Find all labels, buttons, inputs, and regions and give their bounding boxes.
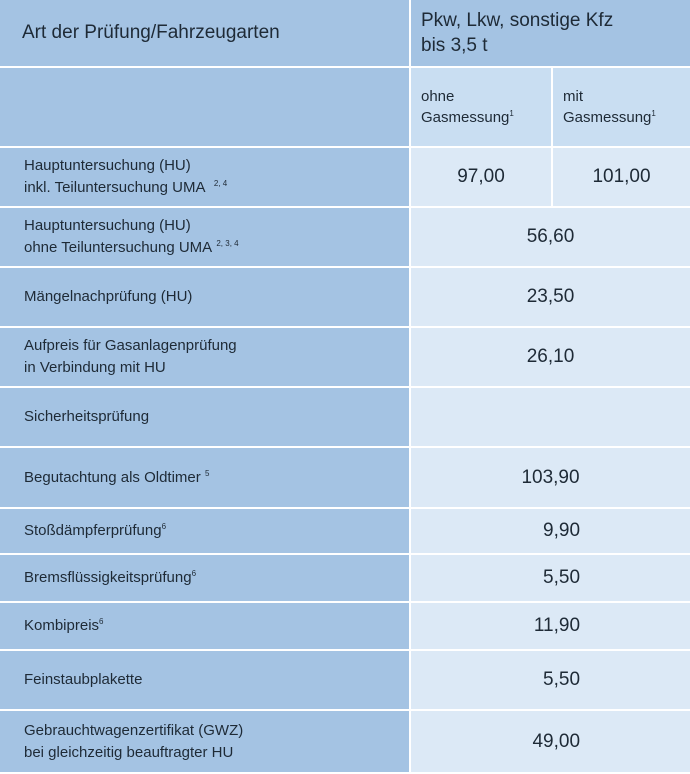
footnote-mark: 1 xyxy=(509,109,514,118)
price: 56,60 xyxy=(410,207,690,267)
row-label xyxy=(0,207,410,267)
footnote-mark: 6 xyxy=(161,522,167,531)
footnote-mark: 5 xyxy=(204,468,210,478)
header-row xyxy=(0,0,690,67)
row-label-line2: bei gleichzeitig beauftragter HU xyxy=(24,743,234,761)
table-row-gwz xyxy=(0,710,690,773)
price-with-gas: 101,00 xyxy=(552,147,690,207)
sub-header-with-gas-line2: Gasmessung xyxy=(563,109,652,126)
footnote-mark: 2, 3, 4 xyxy=(216,239,239,248)
price: 11,90 xyxy=(410,602,690,650)
table-row-hu-ohne-uma xyxy=(0,207,690,267)
row-label-line1: Sicherheitsprüfung xyxy=(24,408,150,425)
row-label-line1: Hauptuntersuchung (HU) xyxy=(24,157,191,174)
sub-header-with-gas xyxy=(552,67,690,147)
row-label-line1: Mängelnachprüfung (HU) xyxy=(24,288,193,305)
row-label-line1: Hauptuntersuchung (HU) xyxy=(24,217,191,234)
price: 103,90 xyxy=(410,447,690,508)
row-label-line1: Stoßdämpferprüfung xyxy=(24,522,162,539)
price: 26,10 xyxy=(410,327,690,387)
footnote-mark: 6 xyxy=(191,569,197,578)
row-label-line1: Gebrauchtwagenzertifikat (GWZ) xyxy=(24,721,244,739)
sub-header-empty xyxy=(0,67,410,147)
row-label xyxy=(0,650,410,710)
row-label-line1: Aufpreis für Gasanlagenprüfung xyxy=(24,337,237,354)
price-without-gas: 97,00 xyxy=(410,147,552,207)
column-header-vehicle-line2: bis 3,5 t xyxy=(421,35,488,56)
column-header-type xyxy=(0,0,410,67)
footnote-mark: 1 xyxy=(651,109,656,118)
price: 9,90 xyxy=(410,508,690,554)
sub-header-with-gas-line1: mit xyxy=(563,88,583,105)
row-label-line1: Bremsflüssigkeitsprüfung xyxy=(24,569,192,586)
price: 5,50 xyxy=(410,554,690,602)
sub-header-without-gas-line2: Gasmessung xyxy=(421,109,510,126)
row-label xyxy=(0,710,410,773)
footnote-mark: 2, 4 xyxy=(213,179,228,188)
table-row-kombipreis xyxy=(0,602,690,650)
row-label xyxy=(0,602,410,650)
table-row-oldtimer xyxy=(0,447,690,508)
table-row-sicherheitspruefung xyxy=(0,387,690,447)
sub-header-without-gas-line1: ohne xyxy=(421,88,455,105)
row-label-line2: ohne Teiluntersuchung UMA xyxy=(24,239,213,256)
row-label-line1: Kombipreis xyxy=(24,617,100,634)
price xyxy=(410,387,690,447)
row-label xyxy=(0,554,410,602)
row-label-line1: Begutachtung als Oldtimer xyxy=(24,468,201,486)
row-label-line2: in Verbindung mit HU xyxy=(24,359,166,376)
row-label xyxy=(0,267,410,327)
table-row-feinstaubplakette xyxy=(0,650,690,710)
table-row-gasanlagenpruefung xyxy=(0,327,690,387)
row-label xyxy=(0,447,410,508)
price: 23,50 xyxy=(410,267,690,327)
sub-header-without-gas xyxy=(410,67,552,147)
price: 5,50 xyxy=(410,650,690,710)
column-header-vehicle xyxy=(410,0,690,67)
column-header-vehicle-line1: Pkw, Lkw, sonstige Kfz xyxy=(421,10,614,31)
footnote-mark: 6 xyxy=(99,617,104,626)
table-row-bremsfluessigkeit xyxy=(0,554,690,602)
row-label-line1: Feinstaubplakette xyxy=(24,671,143,688)
table-row-stossdaempfer xyxy=(0,508,690,554)
table-row-hu-incl-uma xyxy=(0,147,690,207)
row-label xyxy=(0,147,410,207)
row-label xyxy=(0,508,410,554)
row-label-line2: inkl. Teiluntersuchung UMA xyxy=(24,179,206,196)
table-row-maengelnachpruefung xyxy=(0,267,690,327)
price: 49,00 xyxy=(410,710,690,773)
sub-header-row xyxy=(0,67,690,147)
column-header-type-text: Art der Prüfung/Fahrzeugarten xyxy=(22,22,280,43)
row-label xyxy=(0,387,410,447)
row-label xyxy=(0,327,410,387)
